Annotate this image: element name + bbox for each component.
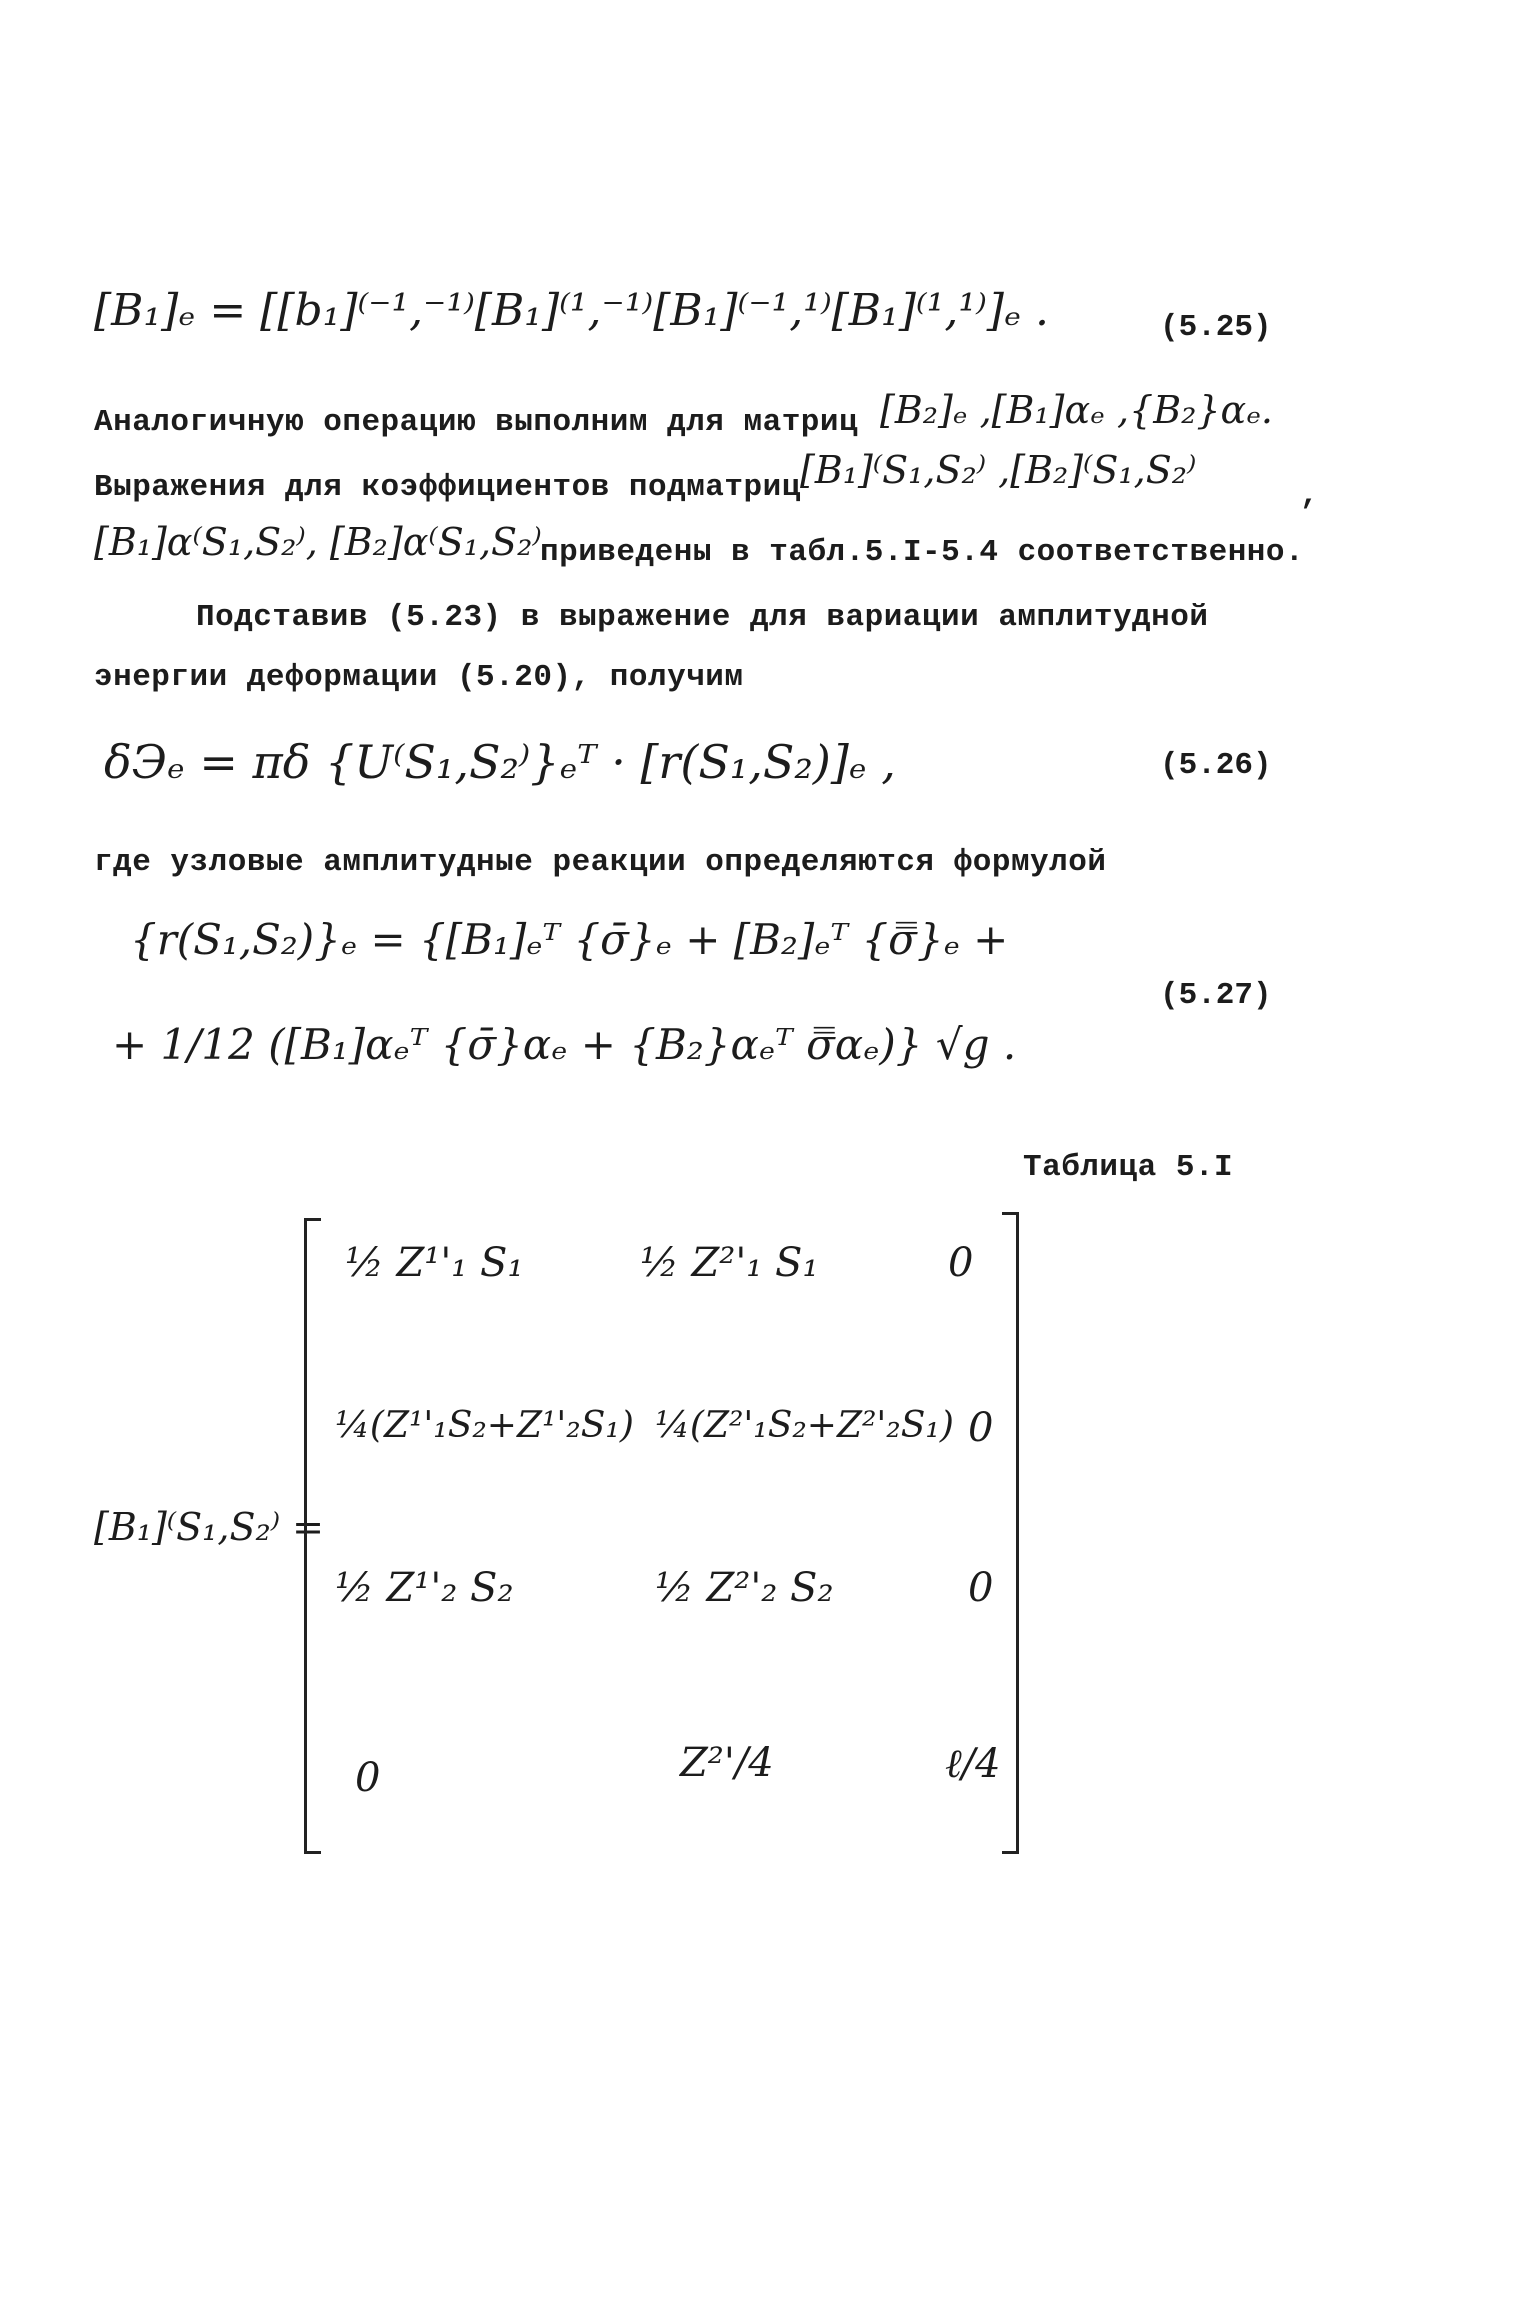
matrix-left-bracket	[304, 1218, 321, 1854]
equation-number-5-27: (5.27)	[1160, 978, 1272, 1013]
matrix-cell-1-1: ½ Z¹'₁ S₁	[345, 1240, 524, 1286]
matrix-right-bracket	[1002, 1212, 1019, 1854]
matrix-cell-2-1: ¼(Z¹'₁S₂+Z¹'₂S₁)	[335, 1405, 634, 1446]
equation-5-27-line1: {r(S₁,S₂)}ₑ = {[B₁]ₑᵀ {σ̄}ₑ + [B₂]ₑᵀ {σ̿}ₑ +	[130, 915, 1009, 964]
para1-line1-text: Аналогичную операцию выполним для матриц	[94, 405, 859, 440]
table-caption: Таблица 5.I	[1023, 1150, 1234, 1185]
matrix-cell-3-2: ½ Z²'₂ S₂	[655, 1565, 834, 1611]
equation-5-26: δЭₑ = πδ {U⁽S₁,S₂⁾}ₑᵀ · [r(S₁,S₂)]ₑ ,	[104, 735, 896, 789]
equation-number-5-25: (5.25)	[1160, 310, 1272, 345]
para3-line1: где узловые амплитудные реакции определяются формулой	[94, 845, 1107, 880]
matrix-cell-2-3: 0	[968, 1405, 994, 1451]
para1-line2-comma: ,	[1300, 478, 1320, 513]
matrix-cell-2-2: ¼(Z²'₁S₂+Z²'₂S₁)	[655, 1405, 954, 1446]
equation-5-27-line2: + 1/12 ([B₁]αₑᵀ {σ̄}αₑ + {B₂}αₑᵀ σ̿αₑ)} √g .	[112, 1020, 1017, 1069]
para1-line1-math: [B₂]ₑ ,[B₁]αₑ ,{B₂}αₑ.	[880, 388, 1273, 432]
equation-number-5-26: (5.26)	[1160, 748, 1272, 783]
matrix-cell-3-1: ½ Z¹'₂ S₂	[335, 1565, 514, 1611]
para1-line3-math: [B₁]α⁽S₁,S₂⁾, [B₂]α⁽S₁,S₂⁾	[94, 520, 542, 564]
matrix-cell-4-1: 0	[355, 1755, 381, 1801]
para2-line2: энергии деформации (5.20), получим	[94, 660, 744, 695]
matrix-cell-3-3: 0	[968, 1565, 994, 1611]
para1-line3-text: приведены в табл.5.I-5.4 соответственно.	[540, 535, 1305, 570]
matrix-cell-1-2: ½ Z²'₁ S₁	[640, 1240, 819, 1286]
para1-line2-math: [B₁]⁽S₁,S₂⁾ ,[B₂]⁽S₁,S₂⁾	[800, 448, 1197, 492]
matrix-cell-4-2: Z²'/4	[680, 1740, 774, 1786]
para1-line2-text: Выражения для коэффициентов подматриц	[94, 470, 801, 505]
equation-5-25: [B₁]ₑ = [[b₁]⁽⁻¹,⁻¹⁾[B₁]⁽¹,⁻¹⁾[B₁]⁽⁻¹,¹⁾[B₁]⁽¹,¹⁾]ₑ .	[94, 285, 1049, 336]
matrix-cell-4-3: ℓ/4	[945, 1741, 1001, 1787]
matrix-lhs: [B₁]⁽S₁,S₂⁾ =	[94, 1505, 325, 1549]
para2-line1: Подставив (5.23) в выражение для вариации амплитудной	[196, 600, 1209, 635]
matrix-cell-1-3: 0	[948, 1240, 974, 1286]
